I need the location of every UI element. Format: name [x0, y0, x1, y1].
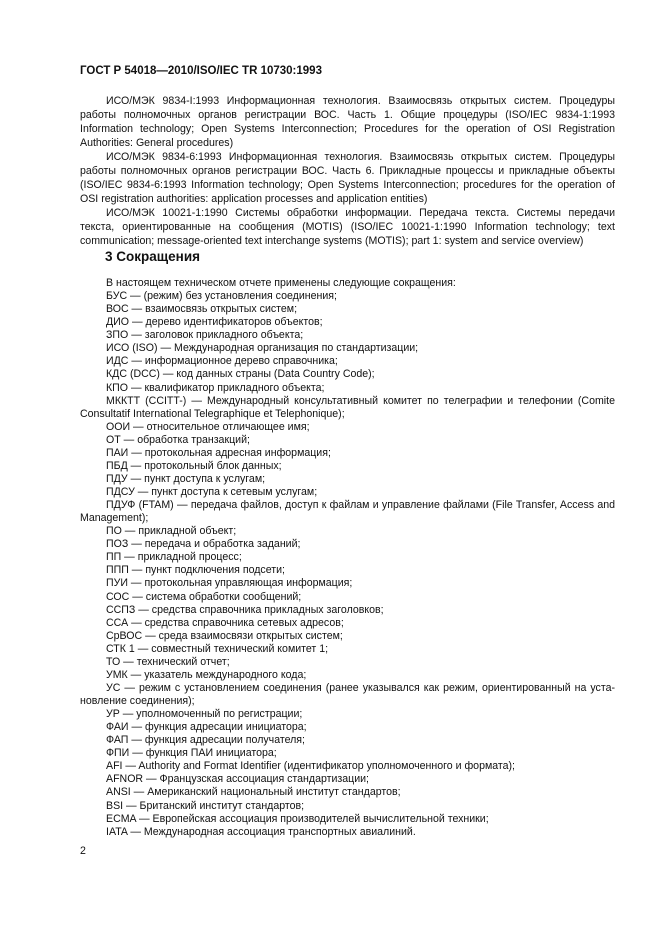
document-header: ГОСТ Р 54018—2010/ISO/IEC TR 10730:1993	[80, 65, 322, 77]
reference-item: ИСО/МЭК 9834-I:1993 Информационная технология. Взаимосвязь открытых систем. Процедуры работы полномочных органов регистрации ВОС. Часть 1. Общие процедуры (ISO/IEC 9834-1:1993 Information technology; Open Systems Interconnection; Procedures for the operation of OSI Registration Authorities: General procedures)	[80, 95, 615, 149]
abbreviation-item: ССПЗ — средства справочника прикладных заголовков;	[106, 603, 384, 616]
references-list	[80, 94, 615, 248]
abbreviation-item: КДС (DCC) — код данных страны (Data Country Code);	[106, 368, 375, 381]
abbreviation-item: УС — режим с установлением соединения (ранее указывался как режим, ориентированный на установление соединения);	[80, 681, 615, 707]
abbreviation-item: ООИ — относительное отличающее имя;	[106, 420, 310, 433]
abbreviation-item: BSI — Британский институт стандартов;	[106, 799, 305, 812]
abbreviation-item: ANSI — Американский национальный институт стандартов;	[106, 786, 401, 799]
abbreviation-item: ПДУФ (FTAM) — передача файлов, доступ к файлам и управление файлами (File Transfer, Access and Management);	[80, 499, 615, 525]
abbreviation-item: КПО — квалификатор прикладного объекта;	[106, 381, 325, 394]
abbreviation-item: БУС — (режим) без установления соединения;	[106, 290, 337, 303]
abbreviation-item: ФПИ — функция ПАИ инициатора;	[106, 747, 277, 760]
abbreviation-item: ИСО (ISO) — Международная организация по стандартизации;	[106, 342, 419, 355]
abbreviation-item: СОС — система обработки сообщений;	[106, 590, 302, 603]
abbreviation-item: AFNOR — Французская ассоциация стандартизации;	[106, 773, 369, 786]
abbreviation-item: AFI — Authority and Format Identifier (идентификатор уполномоченного и формата);	[106, 760, 515, 773]
abbreviation-item: ОТ — обработка транзакций;	[106, 433, 250, 446]
abbreviation-item: ПБД — протокольный блок данных;	[106, 459, 282, 472]
abbreviation-item: МККТТ (CCITT-) — Международный консультативный комитет по телеграфии и телефонии (Comite Consultatif International Telegraphique et Telephonique);	[80, 394, 615, 420]
abbreviation-item: ЗПО — заголовок прикладного объекта;	[106, 329, 304, 342]
abbreviation-item: ECMA — Европейская ассоциация производителей вычислительной техники;	[106, 812, 489, 825]
abbreviation-item: ВОС — взаимосвязь открытых систем;	[106, 303, 298, 316]
abbreviation-item: УМК — указатель международного кода;	[106, 668, 307, 681]
abbreviation-item: ССА — средства справочника сетевых адресов;	[106, 616, 344, 629]
abbreviation-item: ИДС — информационное дерево справочника;	[106, 355, 338, 368]
abbreviations-list	[80, 277, 615, 839]
abbreviation-item: СТК 1 — совместный технический комитет 1;	[106, 642, 329, 655]
abbreviation-item: ПАИ — протокольная адресная информация;	[106, 446, 331, 459]
abbreviation-item: IATA — Международная ассоциация транспортных авиалиний.	[106, 825, 416, 838]
abbreviation-item: ПДУ — пункт доступа к услугам;	[106, 472, 266, 485]
reference-item: ИСО/МЭК 9834-6:1993 Информационная технология. Взаимосвязь открытых систем. Процедуры работы полномочных органов регистрации ВОС. Часть 6. Прикладные процессы и прикладные объекты (ISO/IEC 9834-6:1993 Information technology; Open Systems Interconnection; procedures for the operation of OSI registration authorities: application processes and application entities)	[80, 151, 615, 205]
abbreviation-item: ПОЗ — передача и обработка заданий;	[106, 538, 301, 551]
abbreviation-item: ДИО — дерево идентификаторов объектов;	[106, 316, 323, 329]
abbreviation-item: ПУИ — протокольная управляющая информация;	[106, 577, 353, 590]
page-number: 2	[80, 845, 86, 857]
intro-text: В настоящем техническом отчете применены следующие сокращения:	[106, 277, 456, 289]
abbreviation-item: СрВОС — среда взаимосвязи открытых систем;	[106, 629, 343, 642]
abbreviation-item: УР — уполномоченный по регистрации;	[106, 708, 303, 721]
abbreviation-item: ТО — технический отчет;	[106, 655, 230, 668]
reference-item: ИСО/МЭК 10021-1:1990 Системы обработки информации. Передача текста. Системы передачи текста, ориентированные на сообщения (MOTIS) (ISO/IEC 10021-1:1990 Information technology; text communication; message-oriented text interchange systems (MOTIS); part 1: system and service overview)	[80, 207, 615, 247]
abbreviation-item: ФАИ — функция адресации инициатора;	[106, 721, 307, 734]
abbreviation-item: ППП — пункт подключения подсети;	[106, 564, 285, 577]
section-heading: 3 Сокращения	[105, 249, 200, 264]
abbreviation-item: ФАП — функция адресации получателя;	[106, 734, 305, 747]
abbreviation-item: ПДСУ — пункт доступа к сетевым услугам;	[106, 486, 318, 498]
abbreviation-item: ПП — прикладной процесс;	[106, 551, 242, 564]
abbreviation-item: ПО — прикладной объект;	[106, 525, 237, 538]
